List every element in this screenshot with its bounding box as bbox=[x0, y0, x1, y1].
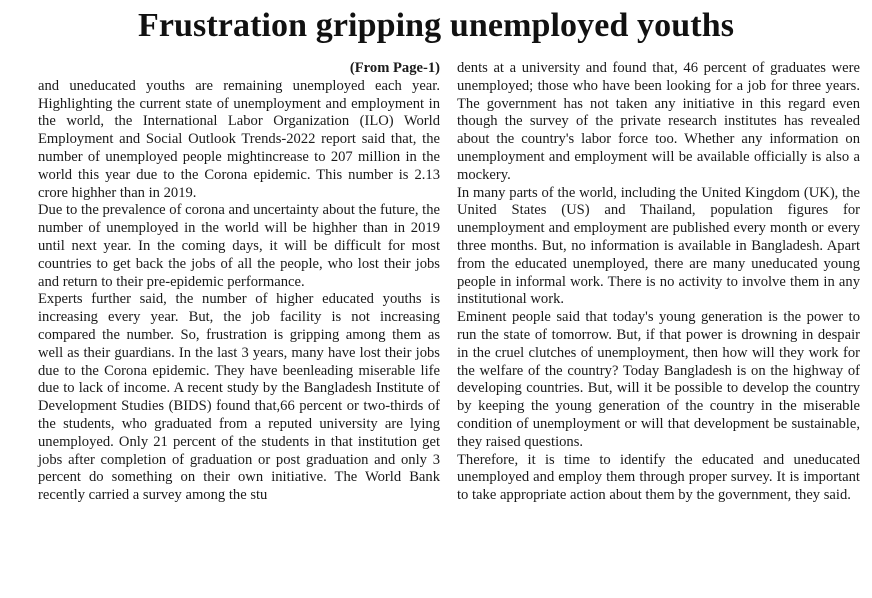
paragraph: dents at a university and found that, 46 percent of graduates were unemployed; those who have been looking for a job for three years. The government has not taken any initiative in this regard even though the survey of the private research institutes has revealed about the country's labor force too. Whether any information on unemployment and employment will be available officially is also a mockery. bbox=[457, 60, 860, 183]
source-label: (From Page-1) bbox=[349, 60, 440, 76]
paragraph: and uneducated youths are remaining unemployed each year. Highlighting the current state of unemployment and employment in the world, the International Labor Organization (ILO) World Employment and Social Outlook Trends-2022 report said that, the number of unemployed people mightincrease to 207 million in the world this year due to the Corona epidemic. This number is 2.13 crore highher than in 2019. bbox=[38, 77, 440, 201]
paragraph: In many parts of the world, including the United Kingdom (UK), the United States (US) and Thailand, population figures for unemployment and employment are published every month or every three months. But, no information is available in Bangladesh. Apart from the educated unemployed, there are many uneducated young people in informal work. There is no activity to involve them in any institutional work. bbox=[457, 184, 860, 308]
paragraph: Eminent people said that today's young generation is the power to run the state of tomorrow. But, if that power is drowning in despair in the cruel clutches of unemployment, then how will they work for the welfare of the country? Today Bangladesh is on the highway of developing countries. But, will it be possible to develop the country by keeping the young generation of the country in the miserable condition of unemployment or will that development be sustainable, they raised questions. bbox=[457, 309, 860, 450]
headline: Frustration gripping unemployed youths bbox=[137, 7, 735, 44]
paragraph: Therefore, it is time to identify the educated and uneducated unemployed and employ them through proper survey. It is important to take appropriate action about them by the government, they said. bbox=[457, 451, 860, 504]
paragraph: Experts further said, the number of higher educated youths is increasing every year. But, the job facility is not increasing compared the number. So, frustration is gripping among them as well as their guardians. In the last 3 years, many have lost their jobs due to the Corona epidemic. They have beenleading miserable life due to lack of income. A recent study by the Bangladesh Institute of Development Studies (BIDS) found that,66 percent or two-thirds of the students, who graduated from a reputed university are lying unemployed. Only 21 percent of the students in that institution get jobs after completion of graduation or post graduation and only 3 percent do something on their own initiative. The World Bank recently carried a survey among the stu bbox=[38, 291, 440, 504]
right-column bbox=[457, 60, 860, 505]
left-column bbox=[38, 60, 440, 505]
paragraph: Due to the prevalence of corona and uncertainty about the future, the number of unemployed in the world will be highher than in 2019 until next year. In the coming days, it will be difficult for most countries to get back the jobs of all the people, who lost their jobs and return to their pre-epidemic performance. bbox=[38, 202, 440, 290]
